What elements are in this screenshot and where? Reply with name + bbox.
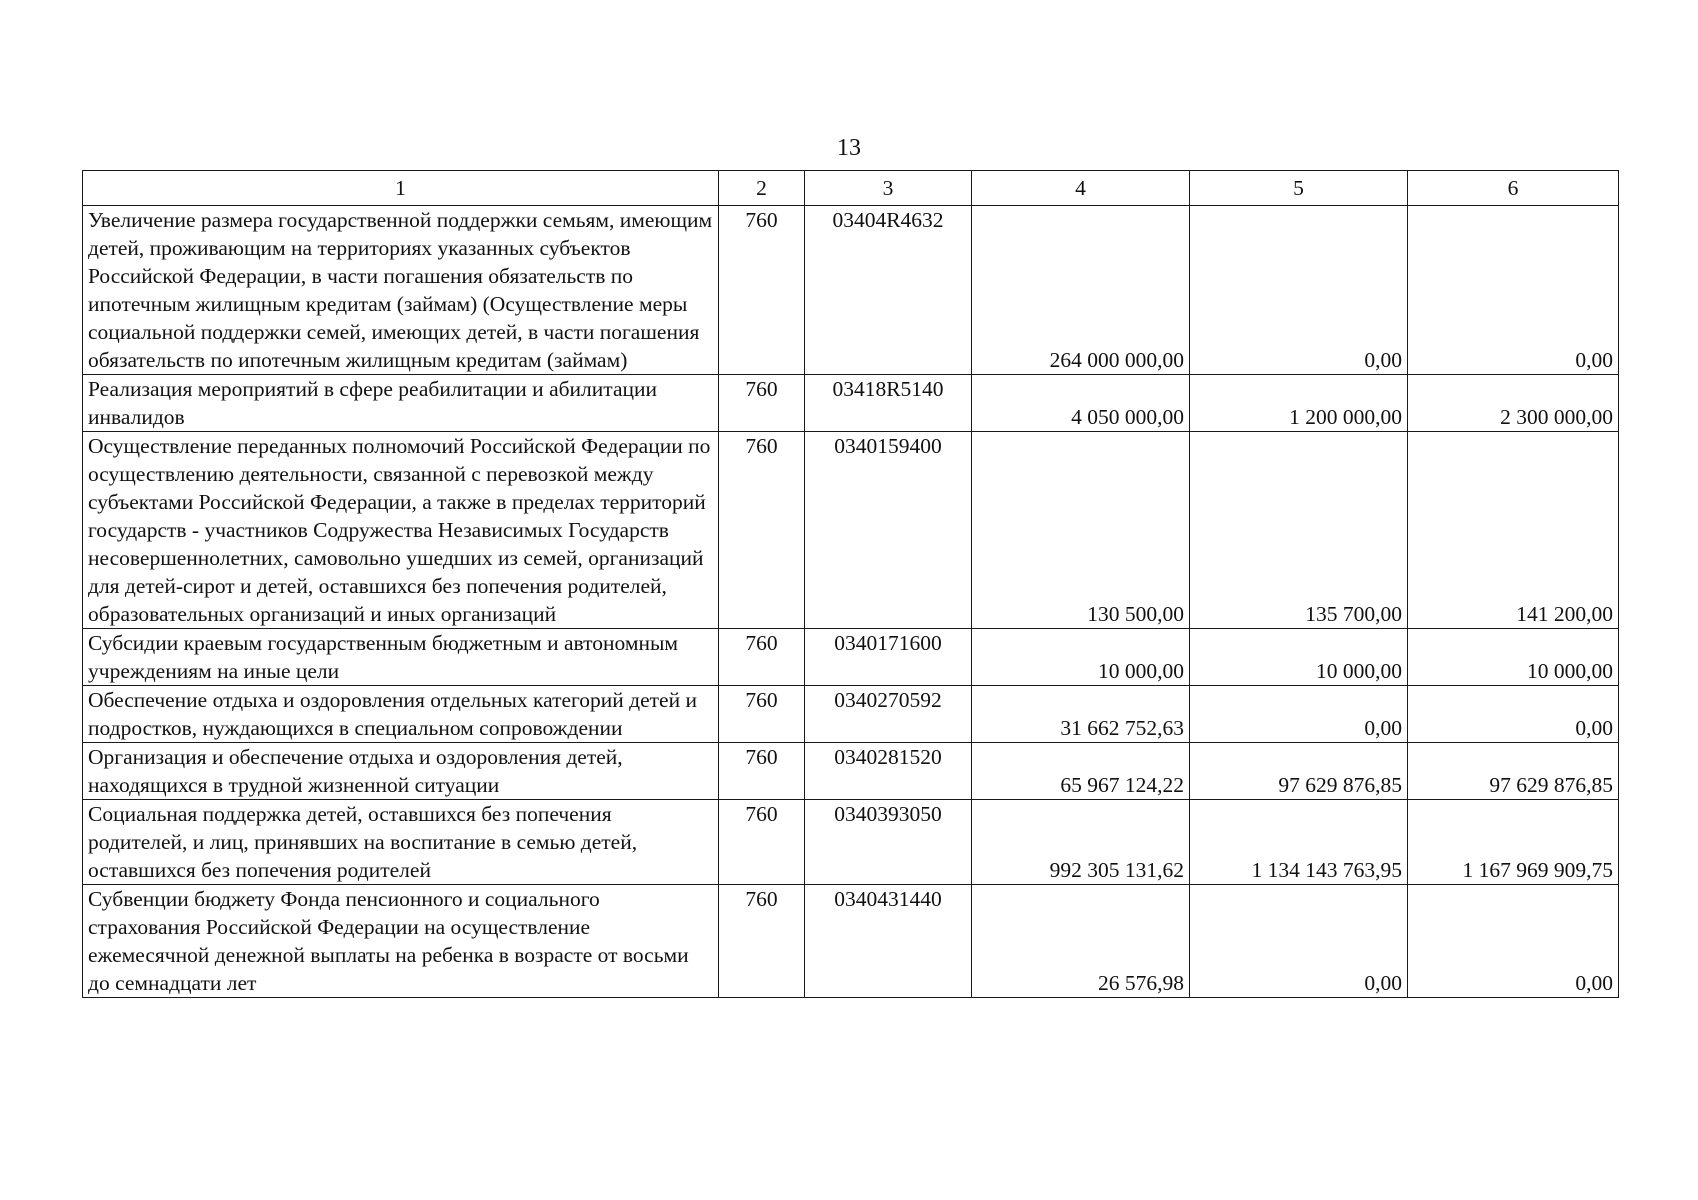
page-number: 13: [837, 135, 861, 161]
row-amount-col5: 1 200 000,00: [1190, 375, 1408, 432]
row-name: Субсидии краевым государственным бюджетным и автономным учреждениям на иные цели: [83, 629, 719, 686]
table-row: [83, 432, 1619, 629]
column-header: 6: [1408, 171, 1619, 206]
row-amount-col6: 1 167 969 909,75: [1408, 800, 1619, 885]
column-header: 3: [805, 171, 972, 206]
row-name: Организация и обеспечение отдыха и оздоровления детей, находящихся в трудной жизненной ситуации: [83, 743, 719, 800]
row-department-code: 760: [719, 375, 805, 432]
row-amount-col6: 0,00: [1408, 206, 1619, 375]
row-department-code: 760: [719, 686, 805, 743]
row-department-code: 760: [719, 629, 805, 686]
row-name: Реализация мероприятий в сфере реабилитации и абилитации инвалидов: [83, 375, 719, 432]
row-target-code: 03418R5140: [805, 375, 972, 432]
row-amount-col5: 135 700,00: [1190, 432, 1408, 629]
row-target-code: 0340171600: [805, 629, 972, 686]
row-amount-col5: 0,00: [1190, 206, 1408, 375]
row-target-code: 03404R4632: [805, 206, 972, 375]
row-target-code: 0340431440: [805, 885, 972, 998]
row-name: Субвенции бюджету Фонда пенсионного и социального страхования Российской Федерации на осуществление ежемесячной денежной выплаты на ребенка в возрасте от восьми до семнадцати лет: [83, 885, 719, 998]
column-header: 4: [972, 171, 1190, 206]
row-amount-col6: 2 300 000,00: [1408, 375, 1619, 432]
table-row: [83, 885, 1619, 998]
row-name: Обеспечение отдыха и оздоровления отдельных категорий детей и подростков, нуждающихся в специальном сопровождении: [83, 686, 719, 743]
row-amount-col4: 130 500,00: [972, 432, 1190, 629]
row-amount-col6: 97 629 876,85: [1408, 743, 1619, 800]
row-target-code: 0340159400: [805, 432, 972, 629]
row-amount-col4: 4 050 000,00: [972, 375, 1190, 432]
row-amount-col6: 0,00: [1408, 885, 1619, 998]
column-header: 2: [719, 171, 805, 206]
row-amount-col4: 992 305 131,62: [972, 800, 1190, 885]
table-row: [83, 686, 1619, 743]
row-target-code: 0340393050: [805, 800, 972, 885]
row-name: Увеличение размера государственной поддержки семьям, имеющим детей, проживающим на территориях указанных субъектов Российской Федерации, в части погашения обязательств по ипотечным жилищным кредитам (займам) (Осуществление меры социальной поддержки семей, имеющих детей, в части погашения обязательств по ипотечным жилищным кредитам (займам): [83, 206, 719, 375]
row-name: Осуществление переданных полномочий Российской Федерации по осуществлению деятельности, связанной с перевозкой между субъектами Российской Федерации, а также в пределах территорий государств - участников Содружества Независимых Государств несовершеннолетних, самовольно ушедших из семей, организаций для детей-сирот и детей, оставшихся без попечения родителей, образовательных организаций и иных организаций: [83, 432, 719, 629]
row-department-code: 760: [719, 885, 805, 998]
row-name: Социальная поддержка детей, оставшихся без попечения родителей, и лиц, принявших на воспитание в семью детей, оставшихся без попечения родителей: [83, 800, 719, 885]
row-department-code: 760: [719, 743, 805, 800]
row-amount-col4: 31 662 752,63: [972, 686, 1190, 743]
row-amount-col4: 26 576,98: [972, 885, 1190, 998]
row-amount-col5: 97 629 876,85: [1190, 743, 1408, 800]
column-header: 5: [1190, 171, 1408, 206]
row-amount-col6: 141 200,00: [1408, 432, 1619, 629]
row-amount-col4: 65 967 124,22: [972, 743, 1190, 800]
row-department-code: 760: [719, 432, 805, 629]
table-row: [83, 800, 1619, 885]
row-amount-col6: 10 000,00: [1408, 629, 1619, 686]
row-target-code: 0340270592: [805, 686, 972, 743]
column-header: 1: [83, 171, 719, 206]
row-amount-col5: 1 134 143 763,95: [1190, 800, 1408, 885]
row-department-code: 760: [719, 800, 805, 885]
table-row: [83, 629, 1619, 686]
budget-table: [82, 170, 1619, 998]
table-row: [83, 375, 1619, 432]
row-amount-col5: 10 000,00: [1190, 629, 1408, 686]
row-amount-col5: 0,00: [1190, 686, 1408, 743]
row-target-code: 0340281520: [805, 743, 972, 800]
header-row: [83, 171, 1619, 206]
table-row: [83, 206, 1619, 375]
table-row: [83, 743, 1619, 800]
row-amount-col5: 0,00: [1190, 885, 1408, 998]
row-amount-col6: 0,00: [1408, 686, 1619, 743]
row-department-code: 760: [719, 206, 805, 375]
row-amount-col4: 10 000,00: [972, 629, 1190, 686]
row-amount-col4: 264 000 000,00: [972, 206, 1190, 375]
